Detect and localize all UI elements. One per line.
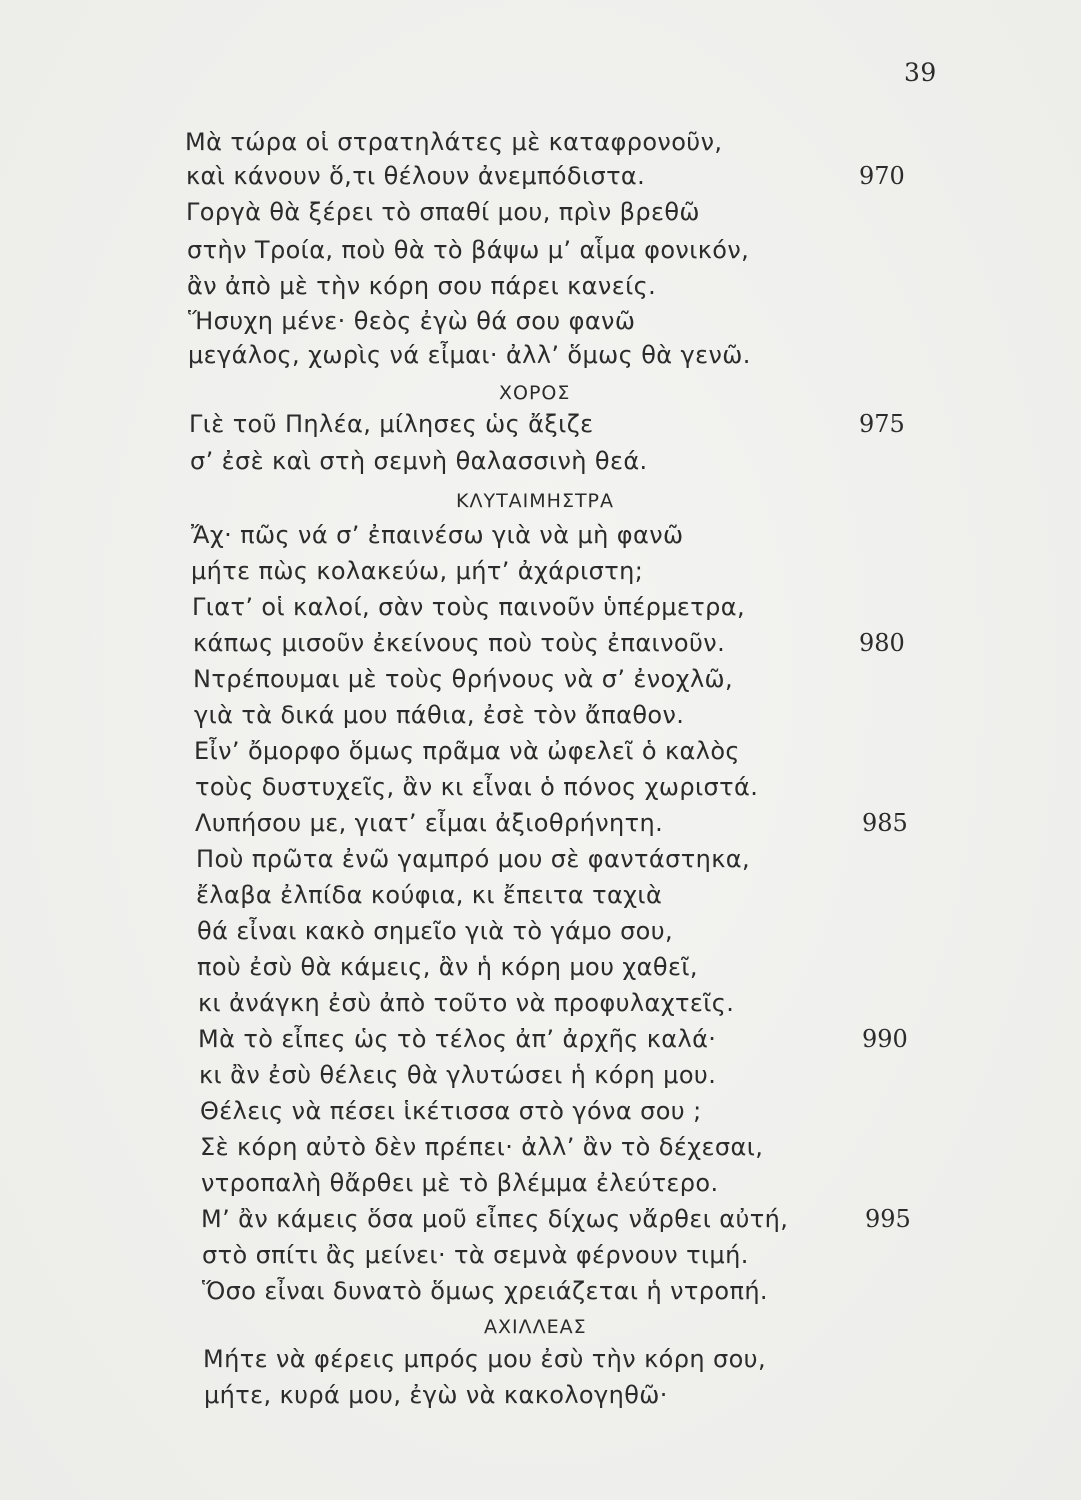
line-number: 995 xyxy=(865,1205,911,1233)
verse-line-text: Ἄχ· πῶς νά σ’ ἐπαινέσω γιὰ νὰ μὴ φανῶ xyxy=(191,521,684,549)
verse-line xyxy=(0,1129,1081,1165)
verse-line xyxy=(0,1057,1081,1093)
verse-line-text: τοὺς δυστυχεῖς, ἂν κι εἶναι ὁ πόνος χωριστά. xyxy=(195,773,759,801)
verse-line-text: Ντρέπουμαι μὲ τοὺς θρήνους νὰ σ’ ἐνοχλῶ, xyxy=(193,665,734,693)
verse-line-text: μεγάλος, χωρὶς νά εἶμαι· ἀλλ’ ὅμως θὰ γενῶ. xyxy=(188,341,751,369)
verse-line xyxy=(0,194,1081,230)
verse-line-text: ἔλαβα ἐλπίδα κούφια, κι ἔπειτα ταχιὰ xyxy=(196,881,663,909)
line-number: 970 xyxy=(859,162,905,190)
line-number: 975 xyxy=(859,410,905,438)
speaker-name: ΚΛΥΤΑΙΜΗΣΤΡΑ xyxy=(456,490,615,512)
verse-line-text: στὴν Τροία, ποὺ θὰ τὸ βάψω μ’ αἷμα φονικόν, xyxy=(187,236,750,264)
verse-line xyxy=(0,517,1081,553)
verse-line-text: ἂν ἀπὸ μὲ τὴν κόρη σου πάρει κανείς. xyxy=(187,272,657,300)
verse-line-text: ντροπαλὴ θἄρθει μὲ τὸ βλέμμα ἐλεύτερο. xyxy=(201,1169,719,1197)
verse-line-text: Μὰ τώρα οἱ στρατηλάτες μὲ καταφρονοῦν, xyxy=(185,128,723,156)
verse-line xyxy=(0,124,1081,160)
line-number: 990 xyxy=(862,1025,908,1053)
verse-line xyxy=(0,158,1081,194)
verse-line-text: Ἥσυχη μένε· θεὸς ἐγὼ θά σου φανῶ xyxy=(188,307,636,335)
verse-line xyxy=(0,1093,1081,1129)
speaker-name: ΑΧΙΛΛΕΑΣ xyxy=(484,1316,587,1338)
verse-line-text: Σὲ κόρη αὐτὸ δὲν πρέπει· ἀλλ’ ἂν τὸ δέχεσαι, xyxy=(200,1133,764,1161)
verse-line xyxy=(0,697,1081,733)
line-number: 980 xyxy=(859,629,905,657)
verse-line-text: θά εἶναι κακὸ σημεῖο γιὰ τὸ γάμο σου, xyxy=(197,917,674,945)
verse-line-text: κι ἀνάγκη ἐσὺ ἀπὸ τοῦτο νὰ προφυλαχτεῖς. xyxy=(198,989,735,1017)
verse-line-text: Ὅσο εἶναι δυνατὸ ὅμως χρειάζεται ἡ ντροπή. xyxy=(202,1277,768,1305)
verse-line-text: Γιατ’ οἱ καλοί, σὰν τοὺς παινοῦν ὑπέρμετρα, xyxy=(192,593,746,621)
verse-line-text: Ποὺ πρῶτα ἐνῶ γαμπρό μου σὲ φαντάστηκα, xyxy=(196,845,750,873)
verse-line-text: Μὰ τὸ εἶπες ὡς τὸ τέλος ἀπ’ ἀρχῆς καλά· xyxy=(198,1025,717,1053)
verse-line-text: γιὰ τὰ δικά μου πάθια, ἐσὲ τὸν ἄπαθον. xyxy=(194,701,685,729)
verse-line xyxy=(0,877,1081,913)
verse-line-text: σ’ ἐσὲ καὶ στὴ σεμνὴ θαλασσινὴ θεά. xyxy=(190,447,648,475)
verse-line-text: Μ’ ἂν κάμεις ὅσα μοῦ εἶπες δίχως νἄρθει αὐτή, xyxy=(201,1205,789,1233)
verse-line xyxy=(0,303,1081,339)
verse-line xyxy=(0,553,1081,589)
verse-line xyxy=(0,1165,1081,1201)
speaker-name: ΧΟΡΟΣ xyxy=(499,382,571,404)
verse-line-text: Λυπήσου με, γιατ’ εἶμαι ἀξιοθρήνητη. xyxy=(195,809,664,837)
verse-line xyxy=(0,841,1081,877)
verse-line xyxy=(0,1273,1081,1309)
verse-line-text: Γιὲ τοῦ Πηλέα, μίλησες ὡς ἄξιζε xyxy=(189,410,594,438)
verse-line-text: κι ἂν ἐσὺ θέλεις θὰ γλυτώσει ἡ κόρη μου. xyxy=(199,1061,717,1089)
verse-line-text: στὸ σπίτι ἂς μείνει· τὰ σεμνὰ φέρνουν τιμή. xyxy=(202,1241,749,1269)
verse-line xyxy=(0,337,1081,373)
verse-line xyxy=(0,589,1081,625)
verse-line-text: μήτε, κυρά μου, ἐγὼ νὰ κακολογηθῶ· xyxy=(204,1381,668,1409)
verse-line-text: Εἶν’ ὄμορφο ὅμως πρᾶμα νὰ ὠφελεῖ ὁ καλὸς xyxy=(194,737,740,765)
verse-line xyxy=(0,985,1081,1021)
verse-line xyxy=(0,625,1081,661)
verse-line-text: Θέλεις νὰ πέσει ἱκέτισσα στὸ γόνα σου ; xyxy=(200,1097,702,1125)
verse-line xyxy=(0,268,1081,304)
verse-line-text: καὶ κάνουν ὅ,τι θέλουν ἀνεμπόδιστα. xyxy=(186,162,646,190)
verse-line-text: ποὺ ἐσὺ θὰ κάμεις, ἂν ἡ κόρη μου χαθεῖ, xyxy=(197,953,698,981)
line-number: 985 xyxy=(862,809,908,837)
verse-line xyxy=(0,805,1081,841)
verse-line xyxy=(0,1201,1081,1237)
verse-line-text: κάπως μισοῦν ἐκείνους ποὺ τοὺς ἐπαινοῦν. xyxy=(193,629,726,657)
verse-line xyxy=(0,443,1081,479)
verse-line xyxy=(0,232,1081,268)
verse-line-text: Γοργὰ θὰ ξέρει τὸ σπαθί μου, πρὶν βρεθῶ xyxy=(186,198,700,226)
verse-line xyxy=(0,1341,1081,1377)
verse-line xyxy=(0,1021,1081,1057)
verse-line xyxy=(0,1237,1081,1273)
page-number: 39 xyxy=(904,58,937,87)
verse-line xyxy=(0,661,1081,697)
verse-line-text: μήτε πὼς κολακεύω, μήτ’ ἀχάριστη; xyxy=(191,557,644,585)
verse-line-text: Μήτε νὰ φέρεις μπρός μου ἐσὺ τὴν κόρη σου, xyxy=(203,1345,766,1373)
verse-line xyxy=(0,1377,1081,1413)
verse-line xyxy=(0,406,1081,442)
verse-line xyxy=(0,769,1081,805)
verse-line xyxy=(0,733,1081,769)
verse-line xyxy=(0,913,1081,949)
verse-line xyxy=(0,949,1081,985)
